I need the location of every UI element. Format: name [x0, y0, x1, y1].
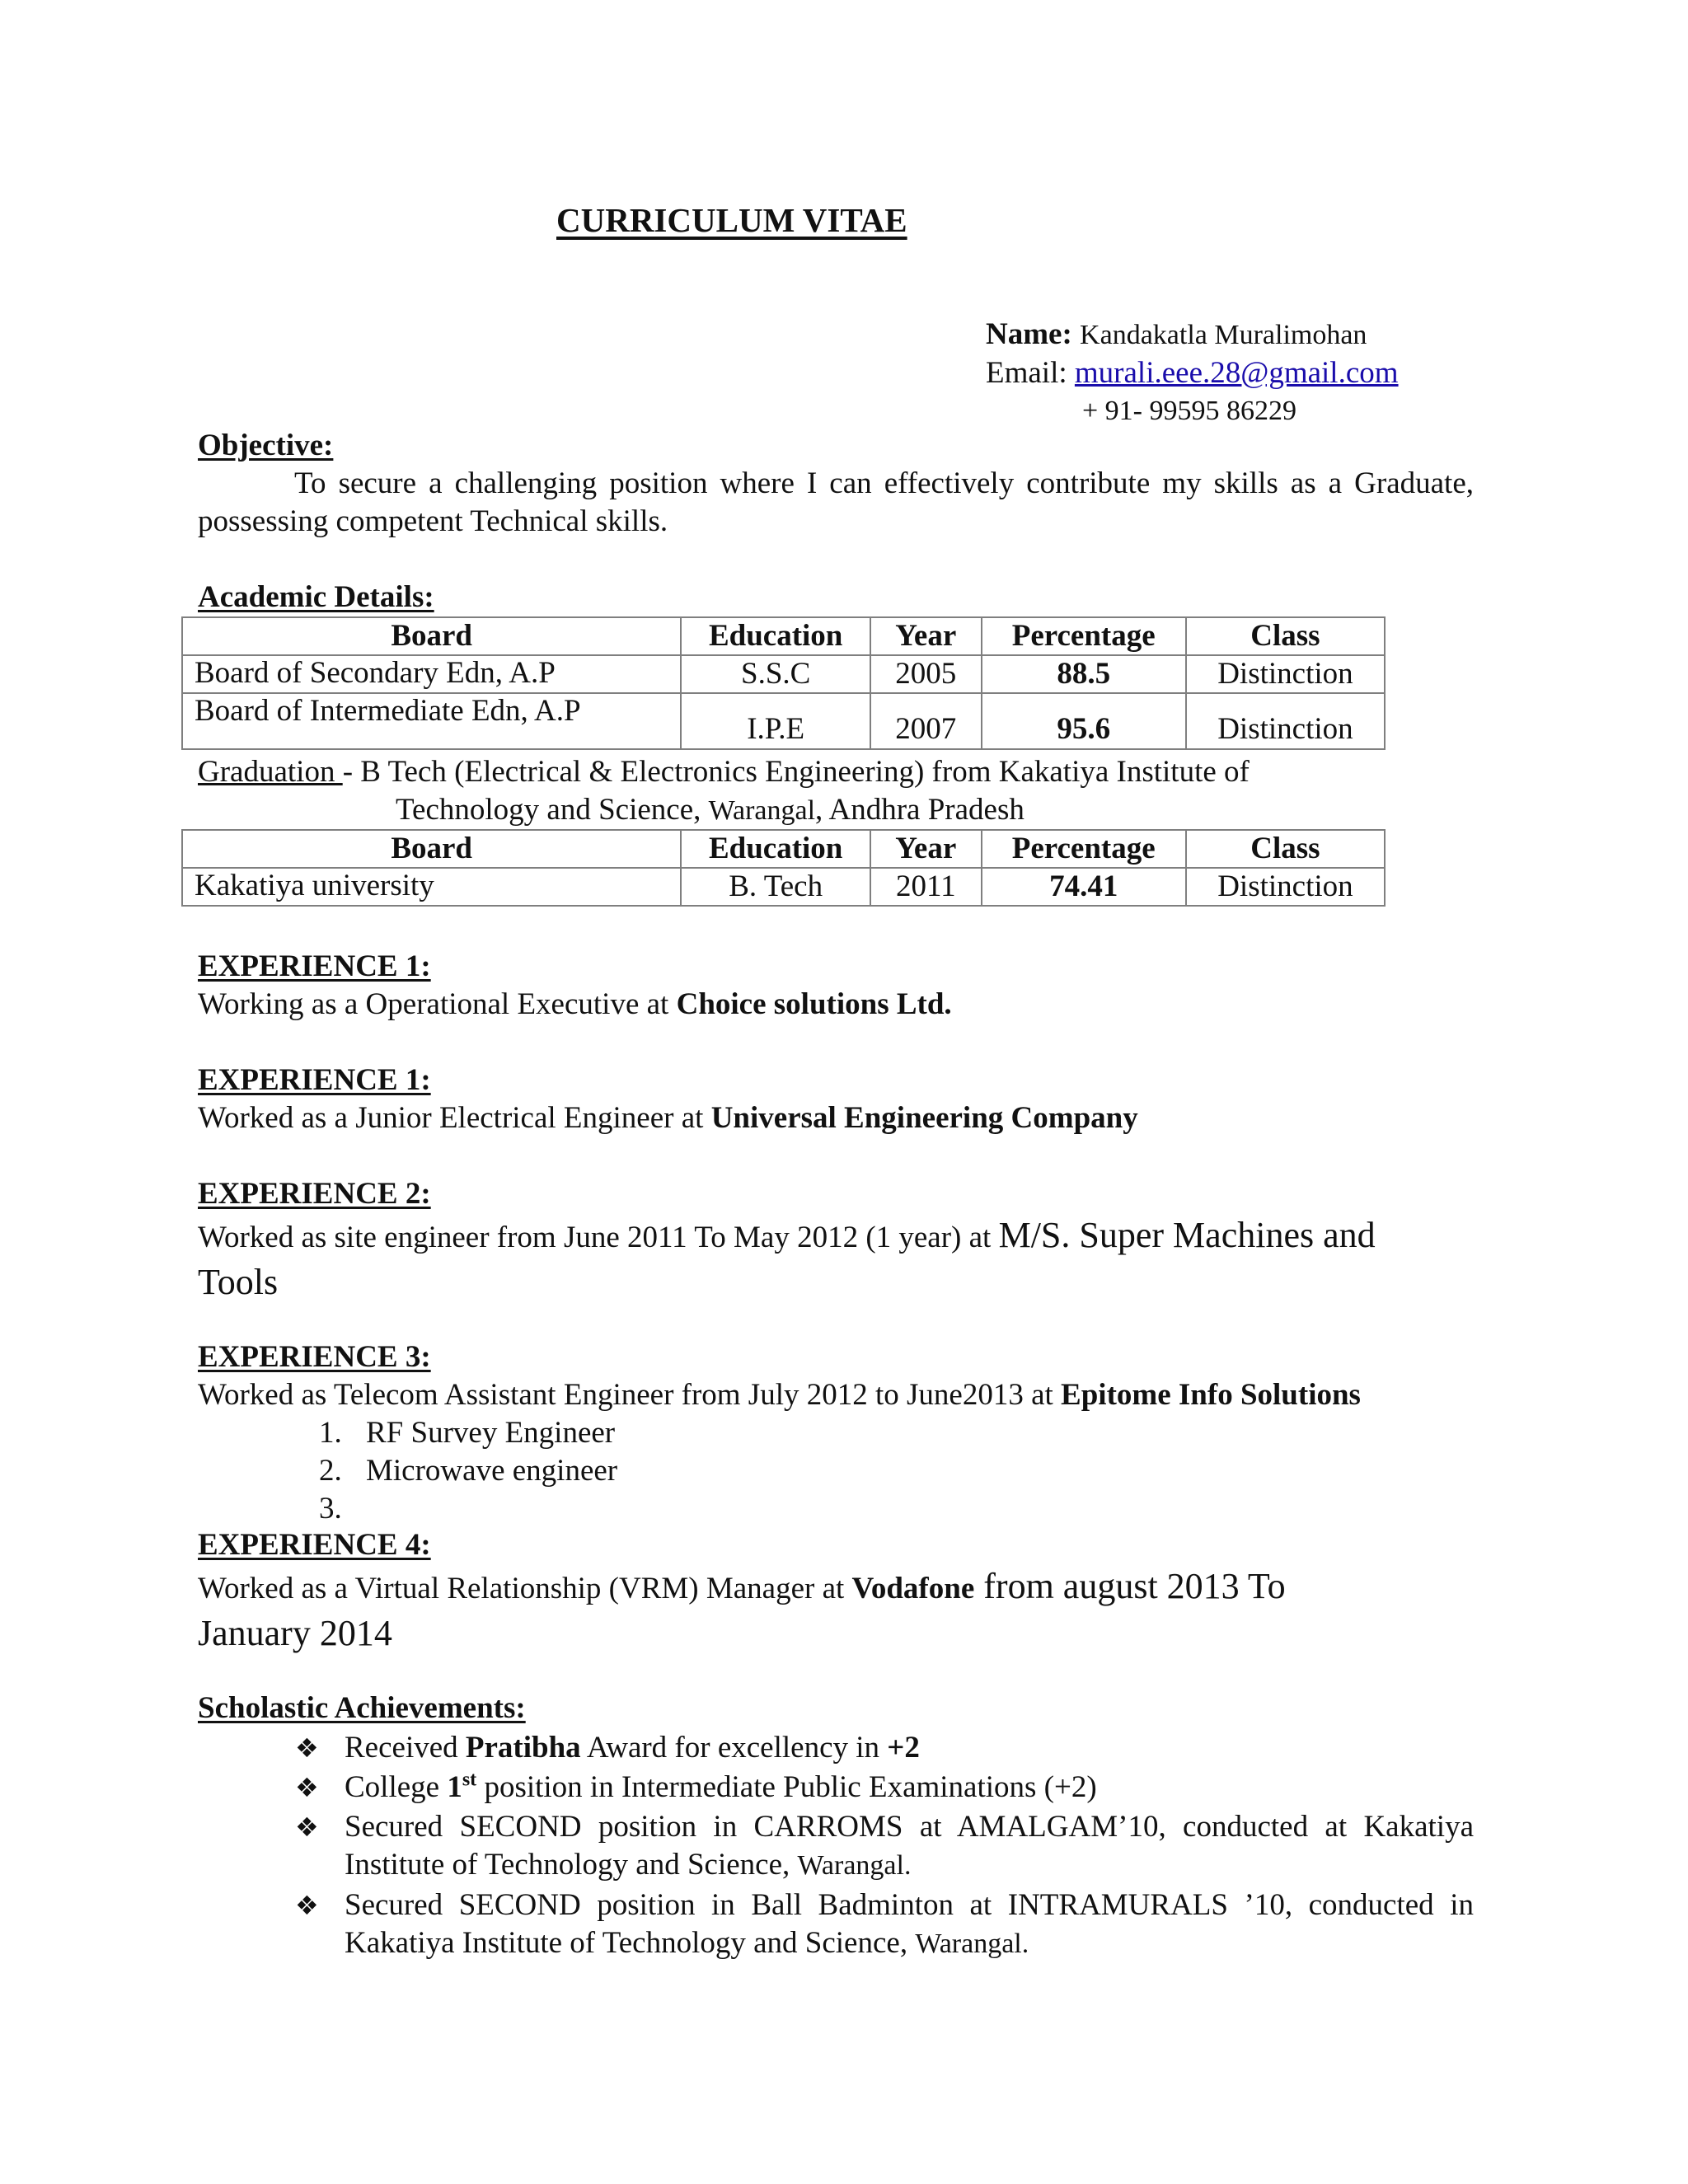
achievements-list: [295, 1729, 1474, 1965]
table-cell: I.P.E: [681, 693, 870, 749]
phone-number: + 91- 99595 86229: [1082, 396, 1296, 426]
academic-table: [181, 616, 1386, 750]
graduation-label: Graduation: [198, 755, 343, 789]
table-cell: B. Tech: [681, 868, 870, 906]
table-cell: 2005: [870, 655, 982, 693]
table-cell: 2011: [870, 868, 982, 906]
name-line: [986, 316, 1399, 354]
column-header: Board: [182, 617, 681, 655]
list-item: 1. RF Survey Engineer: [319, 1416, 616, 1450]
table-cell: Distinction: [1186, 655, 1385, 693]
email-label: Email:: [986, 356, 1067, 390]
experience-heading: EXPERIENCE 1:: [198, 1063, 431, 1097]
diamond-bullet-icon: ❖: [295, 1811, 319, 1843]
experience-heading: EXPERIENCE 2:: [198, 1177, 431, 1211]
experience-text: Worked as Telecom Assistant Engineer from July 2012 to June2013 at Epitome Info Solutions: [198, 1378, 1361, 1412]
table-cell: 2007: [870, 693, 982, 749]
graduation-line: [198, 753, 1250, 791]
column-header: Board: [182, 830, 681, 868]
roles-list: [319, 1414, 617, 1528]
company-name: Epitome Info Solutions: [1061, 1378, 1361, 1412]
table-row: [182, 693, 1385, 749]
diamond-bullet-icon: ❖: [295, 1772, 319, 1803]
table-cell: Distinction: [1186, 868, 1385, 906]
experience-heading: EXPERIENCE 1:: [198, 949, 431, 983]
table-cell: S.S.C: [681, 655, 870, 693]
table-row: [182, 868, 1385, 906]
contact-block: [986, 316, 1399, 430]
experience-text: Worked as site engineer from June 2011 To May 2012 (1 year) at M/S. Super Machines and Tools: [198, 1215, 1376, 1302]
experience-heading: EXPERIENCE 3:: [198, 1340, 431, 1374]
graduation-continuation: Technology and Science, Warangal, Andhra Pradesh: [396, 793, 1025, 827]
column-header: Class: [1186, 617, 1385, 655]
experience-text: Working as a Operational Executive at Choice solutions Ltd.: [198, 987, 952, 1021]
company-name: M/S. Super Machines and: [998, 1215, 1376, 1255]
table-row: [182, 655, 1385, 693]
column-header: Percentage: [982, 617, 1186, 655]
experience-heading: EXPERIENCE 4:: [198, 1528, 431, 1562]
academic-heading: Academic Details:: [198, 580, 434, 614]
table-header-row: [182, 830, 1385, 868]
graduation-block: [198, 753, 1250, 830]
table-header-row: [182, 617, 1385, 655]
achievements-heading: Scholastic Achievements:: [198, 1691, 526, 1725]
list-item: ❖ Secured SECOND position in CARROMS at AMALGAM’10, conducted at Kakatiya Institute of Technology and Science, Warangal.: [295, 1810, 1474, 1882]
graduation-table: [181, 829, 1386, 907]
diamond-bullet-icon: ❖: [295, 1890, 319, 1921]
column-header: Percentage: [982, 830, 1186, 868]
email-link[interactable]: murali.eee.28@gmail.com: [1074, 356, 1399, 390]
graduation-text: - B Tech (Electrical & Electronics Engineering) from Kakatiya Institute of: [342, 755, 1250, 789]
list-item: 3.: [319, 1492, 342, 1526]
experience-text: Worked as a Virtual Relationship (VRM) Manager at Vodafone from august 2013 To January 2014: [198, 1566, 1286, 1653]
objective-text: To secure a challenging position where I can effectively contribute my skills as a Graduate, possessing competent Technical skills.: [198, 466, 1474, 538]
name-label: Name:: [986, 317, 1072, 351]
candidate-name: Kandakatla Muralimohan: [1080, 320, 1367, 350]
table-cell: Board of Intermediate Edn, A.P: [182, 693, 681, 749]
table-cell: 88.5: [982, 655, 1186, 693]
table-cell: Board of Secondary Edn, A.P: [182, 655, 681, 693]
experience-text: Worked as a Junior Electrical Engineer at Universal Engineering Company: [198, 1101, 1138, 1135]
column-header: Class: [1186, 830, 1385, 868]
column-header: Education: [681, 617, 870, 655]
table-cell: Distinction: [1186, 693, 1385, 749]
company-name: Vodafone: [851, 1572, 975, 1605]
table-cell: 95.6: [982, 693, 1186, 749]
list-item: ❖ Secured SECOND position in Ball Badminton at INTRAMURALS ’10, conducted in Kakatiya Institute of Technology and Science, Warangal.: [295, 1888, 1474, 1960]
column-header: Year: [870, 617, 982, 655]
table-cell: 74.41: [982, 868, 1186, 906]
list-item: 2. Microwave engineer: [319, 1454, 618, 1488]
list-item: ❖ College 1st position in Intermediate Public Examinations (+2): [295, 1769, 1474, 1807]
email-line: [986, 354, 1399, 392]
table-cell: Kakatiya university: [182, 868, 681, 906]
column-header: Education: [681, 830, 870, 868]
page-title: CURRICULUM VITAE: [556, 201, 907, 239]
column-header: Year: [870, 830, 982, 868]
list-item: ❖ Received Pratibha Award for excellency in +2: [295, 1729, 1474, 1767]
company-name: Universal Engineering Company: [710, 1101, 1138, 1135]
diamond-bullet-icon: ❖: [295, 1732, 319, 1764]
objective-heading: Objective:: [198, 429, 334, 462]
company-name: Choice solutions Ltd.: [676, 987, 952, 1021]
